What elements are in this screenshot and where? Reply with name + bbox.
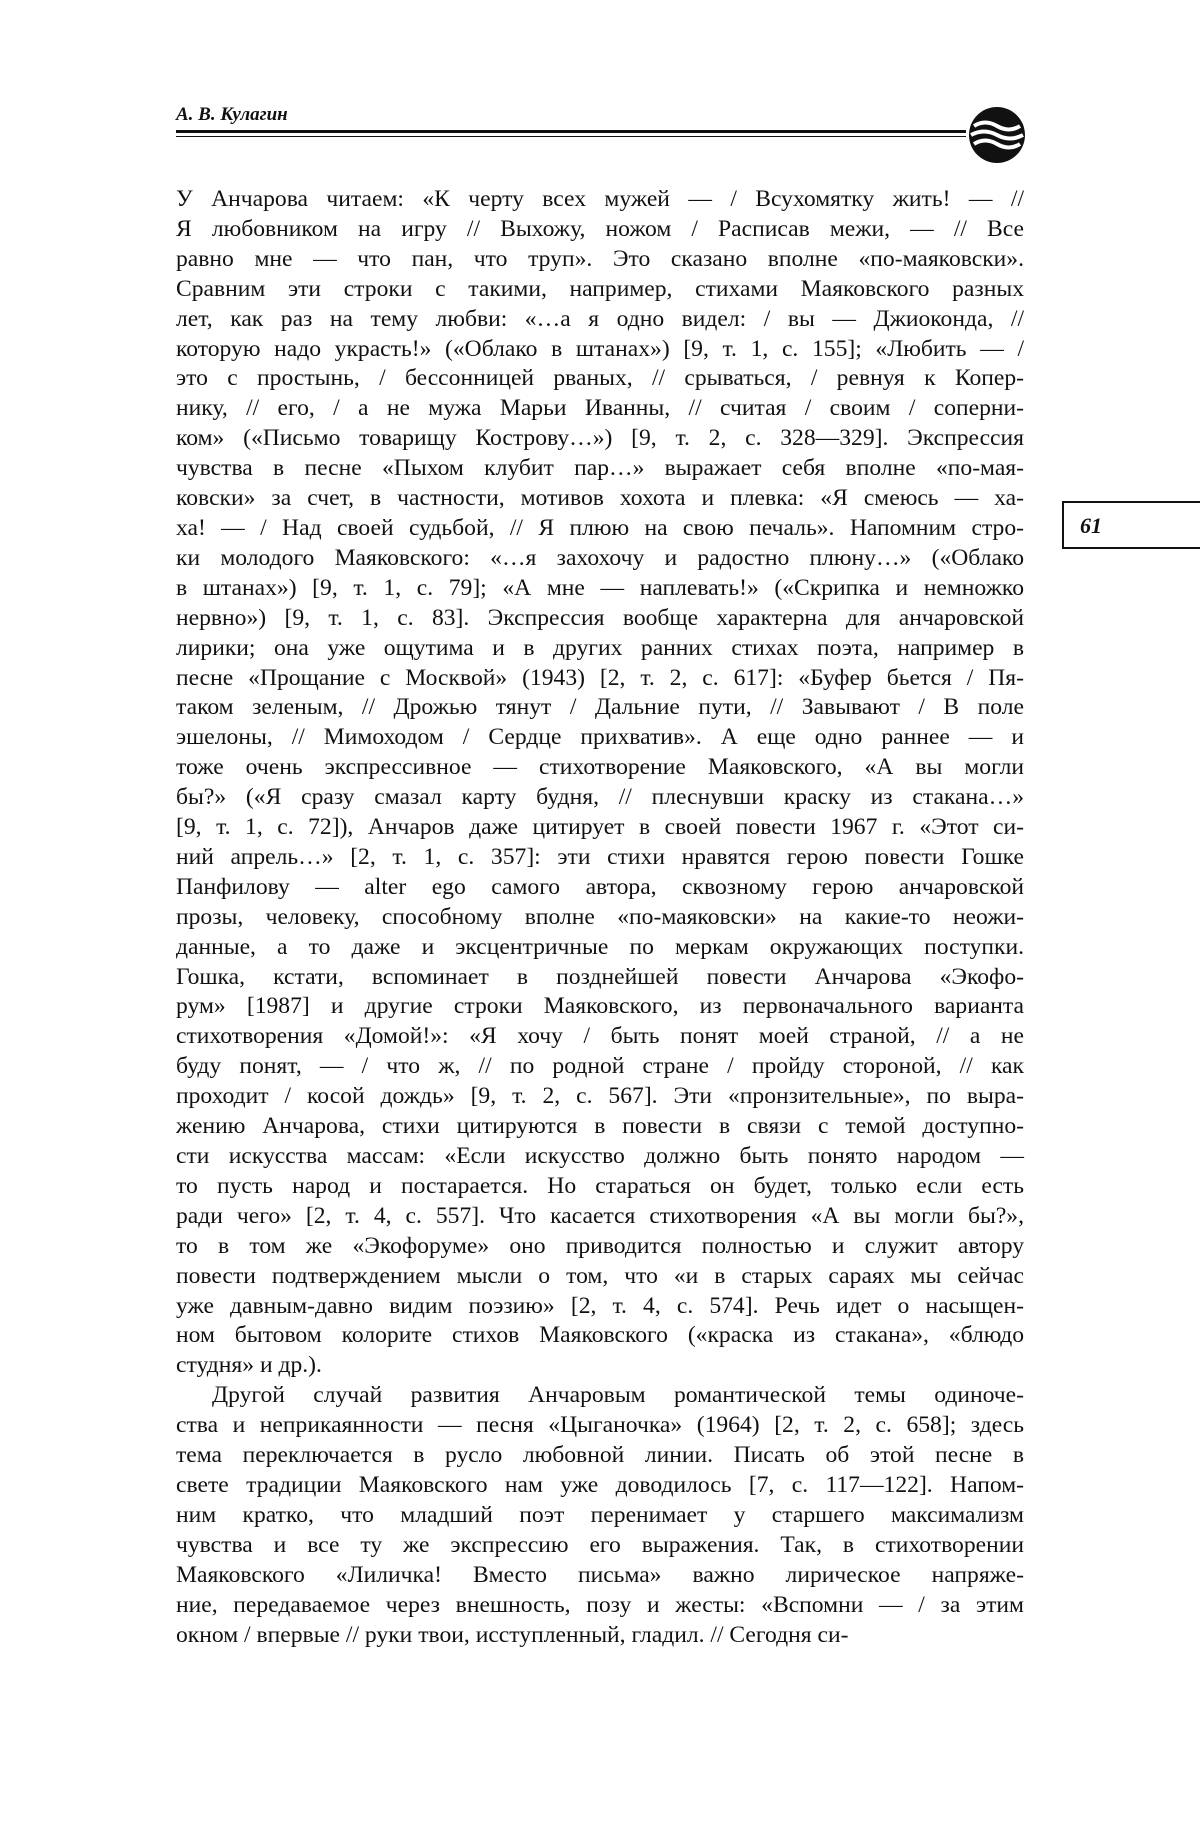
text-line: проходит / косой дождь» [9, т. 2, с. 567]. Эти «пронзительные», по выра- [176, 1083, 1024, 1110]
header-rule-thick [176, 130, 966, 133]
text-line: эшелоны, // Мимоходом / Сердце прихватив». А еще одно раннее — и [176, 724, 1024, 751]
text-line: Панфилову — alter ego самого автора, сквозному герою анчаровской [176, 873, 1024, 900]
publisher-wave-logo-icon [966, 104, 1028, 166]
text-line: которую надо украсть!» («Облако в штанах») [9, т. 1, с. 155]; «Любить — / [176, 335, 1024, 362]
text-line: Гошка, кстати, вспоминает в позднейшей повести Анчарова «Экофо- [176, 963, 1024, 990]
text-line: равно мне — что пан, что труп». Это сказано вполне «по-маяковски». [176, 245, 1024, 272]
text-line: в штанах») [9, т. 1, с. 79]; «А мне — наплевать!» («Скрипка и немножко [176, 574, 1024, 601]
text-line: ние, передаваемое через внешность, позу и жесты: «Вспомни — / за этим [176, 1591, 1024, 1618]
text-line: чувства и все ту же экспрессию его выражения. Так, в стихотворении [176, 1531, 1024, 1558]
text-line: чувства в песне «Пыхом клубит пар…» выражает себя вполне «по-мая- [176, 455, 1024, 482]
text-line: [9, т. 1, с. 72]), Анчаров даже цитирует в своей повести 1967 г. «Этот си- [176, 814, 1024, 841]
paragraph [176, 1381, 1024, 1650]
page-number: 61 [1080, 513, 1102, 538]
text-line: окном / впервые // руки твои, исступленный, гладил. // Сегодня си- [176, 1621, 849, 1648]
text-line: Другой случай развития Анчаровым романтической темы одиноче- [212, 1382, 1024, 1409]
text-line: стихотворения «Домой!»: «Я хочу / быть понят моей страной, // а не [176, 1023, 1024, 1050]
text-line: тоже очень экспрессивное — стихотворение Маяковского, «А вы могли [176, 754, 1024, 781]
text-line: ковски» за счет, в частности, мотивов хохота и плевка: «Я смеюсь — ха- [176, 485, 1024, 512]
text-line: сти искусства массам: «Если искусство должно быть понято народом — [176, 1143, 1024, 1169]
text-line: тема переключается в русло любовной линии. Писать об этой песне в [176, 1442, 1024, 1469]
text-line: то пусть народ и постарается. Но стараться он будет, только если есть [176, 1172, 1024, 1199]
text-line: жению Анчарова, стихи цитируются в повести в связи с темой доступно- [176, 1113, 1024, 1140]
page-number-tab [1062, 501, 1200, 549]
text-line: прозы, человеку, способному вполне «по-маяковски» на какие-то неожи- [176, 903, 1024, 930]
text-line: свете традиции Маяковского нам уже доводилось [7, с. 117—122]. Напом- [176, 1471, 1024, 1498]
text-line: ради чего» [2, т. 4, с. 557]. Что касается стихотворения «А вы могли бы?», [176, 1202, 1024, 1229]
text-line: У Анчарова читаем: «К черту всех мужей — / Всухомятку жить! — // [176, 186, 1024, 212]
text-line: бы?» («Я сразу смазал карту будня, // плеснувши краску из стакана…» [176, 784, 1024, 811]
text-line: студня» и др.). [176, 1352, 322, 1379]
text-line: рум» [1987] и другие строки Маяковского, из первоначального варианта [176, 993, 1024, 1020]
text-line: ком» («Письмо товарищу Кострову…») [9, т. 2, с. 328—329]. Экспрессия [176, 425, 1024, 452]
text-line: Сравним эти строки с такими, например, стихами Маяковского разных [176, 275, 1024, 302]
text-line: Маяковского «Лиличка! Вместо письма» важно лирическое напряже- [176, 1561, 1024, 1588]
text-line: Я любовником на игру // Выхожу, ножом / Расписав межи, — // Все [176, 215, 1024, 242]
text-line: ха! — / Над своей судьбой, // Я плюю на свою печаль». Напомним стро- [176, 514, 1024, 541]
text-line: таком зеленым, // Дрожью тянут / Дальние пути, // Завывают / В поле [176, 694, 1024, 721]
text-line: ства и неприкаянности — песня «Цыганочка» (1964) [2, т. 2, с. 658]; здесь [176, 1412, 1024, 1439]
paragraph [176, 185, 1024, 1381]
text-line: ним кратко, что младший поэт перенимает у старшего максимализм [176, 1501, 1024, 1528]
text-line: то в том же «Экофоруме» оно приводится полностью и служит автору [176, 1232, 1024, 1259]
text-line: повести подтверждением мысли о том, что «и в старых сараях мы сейчас [176, 1262, 1024, 1289]
text-line: лирики; она уже ощутима и в других ранних стихах поэта, например в [176, 634, 1024, 661]
text-line: песне «Прощание с Москвой» (1943) [2, т. 2, с. 617]: «Буфер бьется / Пя- [176, 664, 1024, 691]
text-line: буду понят, — / что ж, // по родной стране / пройду стороной, // как [176, 1053, 1024, 1080]
text-line: данные, а то даже и эксцентричные по меркам окружающих поступки. [176, 933, 1024, 960]
text-line: ний апрель…» [2, т. 1, с. 357]: эти стихи нравятся герою повести Гошке [176, 843, 1024, 870]
text-line: ки молодого Маяковского: «…я захохочу и радостно плюну…» («Облако [176, 544, 1024, 571]
text-line: лет, как раз на тему любви: «…а я одно видел: / вы — Джиоконда, // [176, 305, 1024, 332]
text-line: это с простынь, / бессонницей рваных, // срываться, / ревнуя к Копер- [176, 365, 1024, 392]
text-line: нервно») [9, т. 1, с. 83]. Экспрессия вообще характерна для анчаровской [176, 604, 1024, 631]
text-line: ном бытовом колорите стихов Маяковского («краска из стакана», «блюдо [176, 1322, 1024, 1349]
header-rule-thin [176, 136, 966, 137]
running-head-author: А. В. Кулагин [176, 104, 288, 125]
text-line: нику, // его, / а не мужа Марьи Иванны, // считая / своим / соперни- [176, 395, 1024, 422]
text-line: уже давным-давно видим поэзию» [2, т. 4, с. 574]. Речь идет о насыщен- [176, 1292, 1024, 1319]
body-text [176, 185, 1024, 1650]
